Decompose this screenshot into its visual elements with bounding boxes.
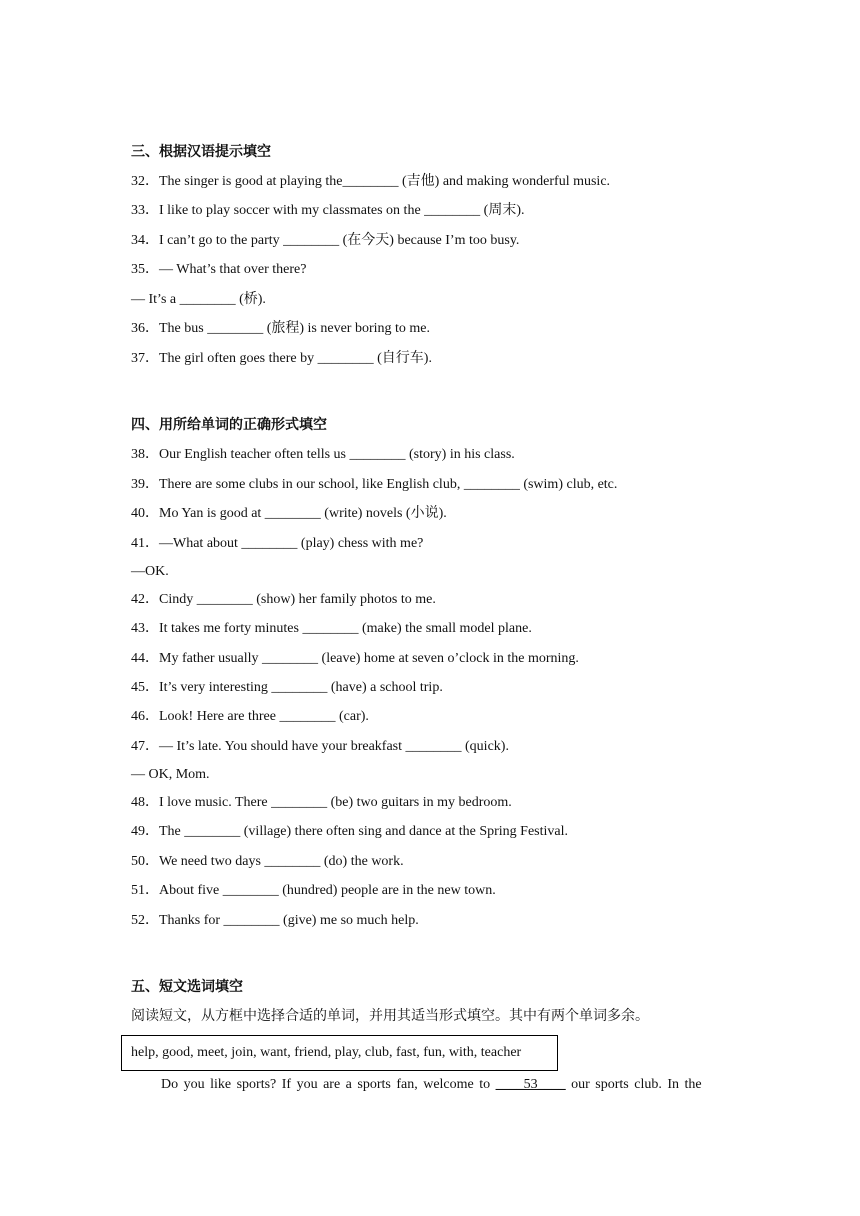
question-32: 32．The singer is good at playing the________ (吉他) and making wonderful music. <box>131 174 611 189</box>
section3-heading: 三、根据汉语提示填空 <box>131 144 271 160</box>
question-46: 46．Look! Here are three ________ (car). <box>131 709 369 724</box>
question-42: 42．Cindy ________ (show) her family photos to me. <box>131 592 436 607</box>
question-36: 36．The bus ________ (旅程) is never boring to me. <box>131 321 431 336</box>
question-37: 37．The girl often goes there by ________ (自行车). <box>131 351 432 366</box>
question-35: 35．— What’s that over there? <box>131 262 307 277</box>
question-43: 43．It takes me forty minutes ________ (make) the small model plane. <box>131 621 532 636</box>
word-box-text: help, good, meet, join, want, friend, play, club, fast, fun, with, teacher <box>131 1045 522 1060</box>
section4-heading: 四、用所给单词的正确形式填空 <box>131 417 327 433</box>
question-40: 40．Mo Yan is good at ________ (write) novels (小说). <box>131 506 447 521</box>
section5-heading: 五、短文选词填空 <box>131 979 243 995</box>
question-33: 33．I like to play soccer with my classmates on the ________ (周末). <box>131 203 525 218</box>
question-47: 47．— It’s late. You should have your breakfast ________ (quick). <box>131 739 509 754</box>
question-38: 38．Our English teacher often tells us ________ (story) in his class. <box>131 447 515 462</box>
passage-line <box>161 1076 702 1094</box>
question-49: 49．The ________ (village) there often sing and dance at the Spring Festival. <box>131 824 569 839</box>
question-35-answer: — It’s a ________ (桥). <box>131 292 266 307</box>
question-41: 41．—What about ________ (play) chess with me? <box>131 536 424 551</box>
question-41-answer: —OK. <box>131 564 169 579</box>
question-48: 48．I love music. There ________ (be) two guitars in my bedroom. <box>131 795 512 810</box>
question-44: 44．My father usually ________ (leave) home at seven o’clock in the morning. <box>131 651 579 666</box>
question-45: 45．It’s very interesting ________ (have) a school trip. <box>131 680 443 695</box>
section5-instruction: 阅读短文，从方框中选择合适的单词，并用其适当形式填空。其中有两个单词多余。 <box>131 1008 649 1024</box>
question-39: 39．There are some clubs in our school, like English club, ________ (swim) club, etc. <box>131 477 618 492</box>
question-34: 34．I can’t go to the party ________ (在今天) because I’m too busy. <box>131 233 520 248</box>
question-52: 52．Thanks for ________ (give) me so much help. <box>131 913 419 928</box>
question-47-answer: — OK, Mom. <box>131 767 210 782</box>
question-51: 51．About five ________ (hundred) people are in the new town. <box>131 883 496 898</box>
passage-text-before: Do you like sports? If you are a sports fan, welcome to <box>161 1077 496 1092</box>
blank-53: ____53____ <box>495 1077 566 1092</box>
word-box <box>121 1035 558 1071</box>
passage-text-after: our sports club. In the <box>565 1077 702 1092</box>
question-50: 50．We need two days ________ (do) the work. <box>131 854 404 869</box>
